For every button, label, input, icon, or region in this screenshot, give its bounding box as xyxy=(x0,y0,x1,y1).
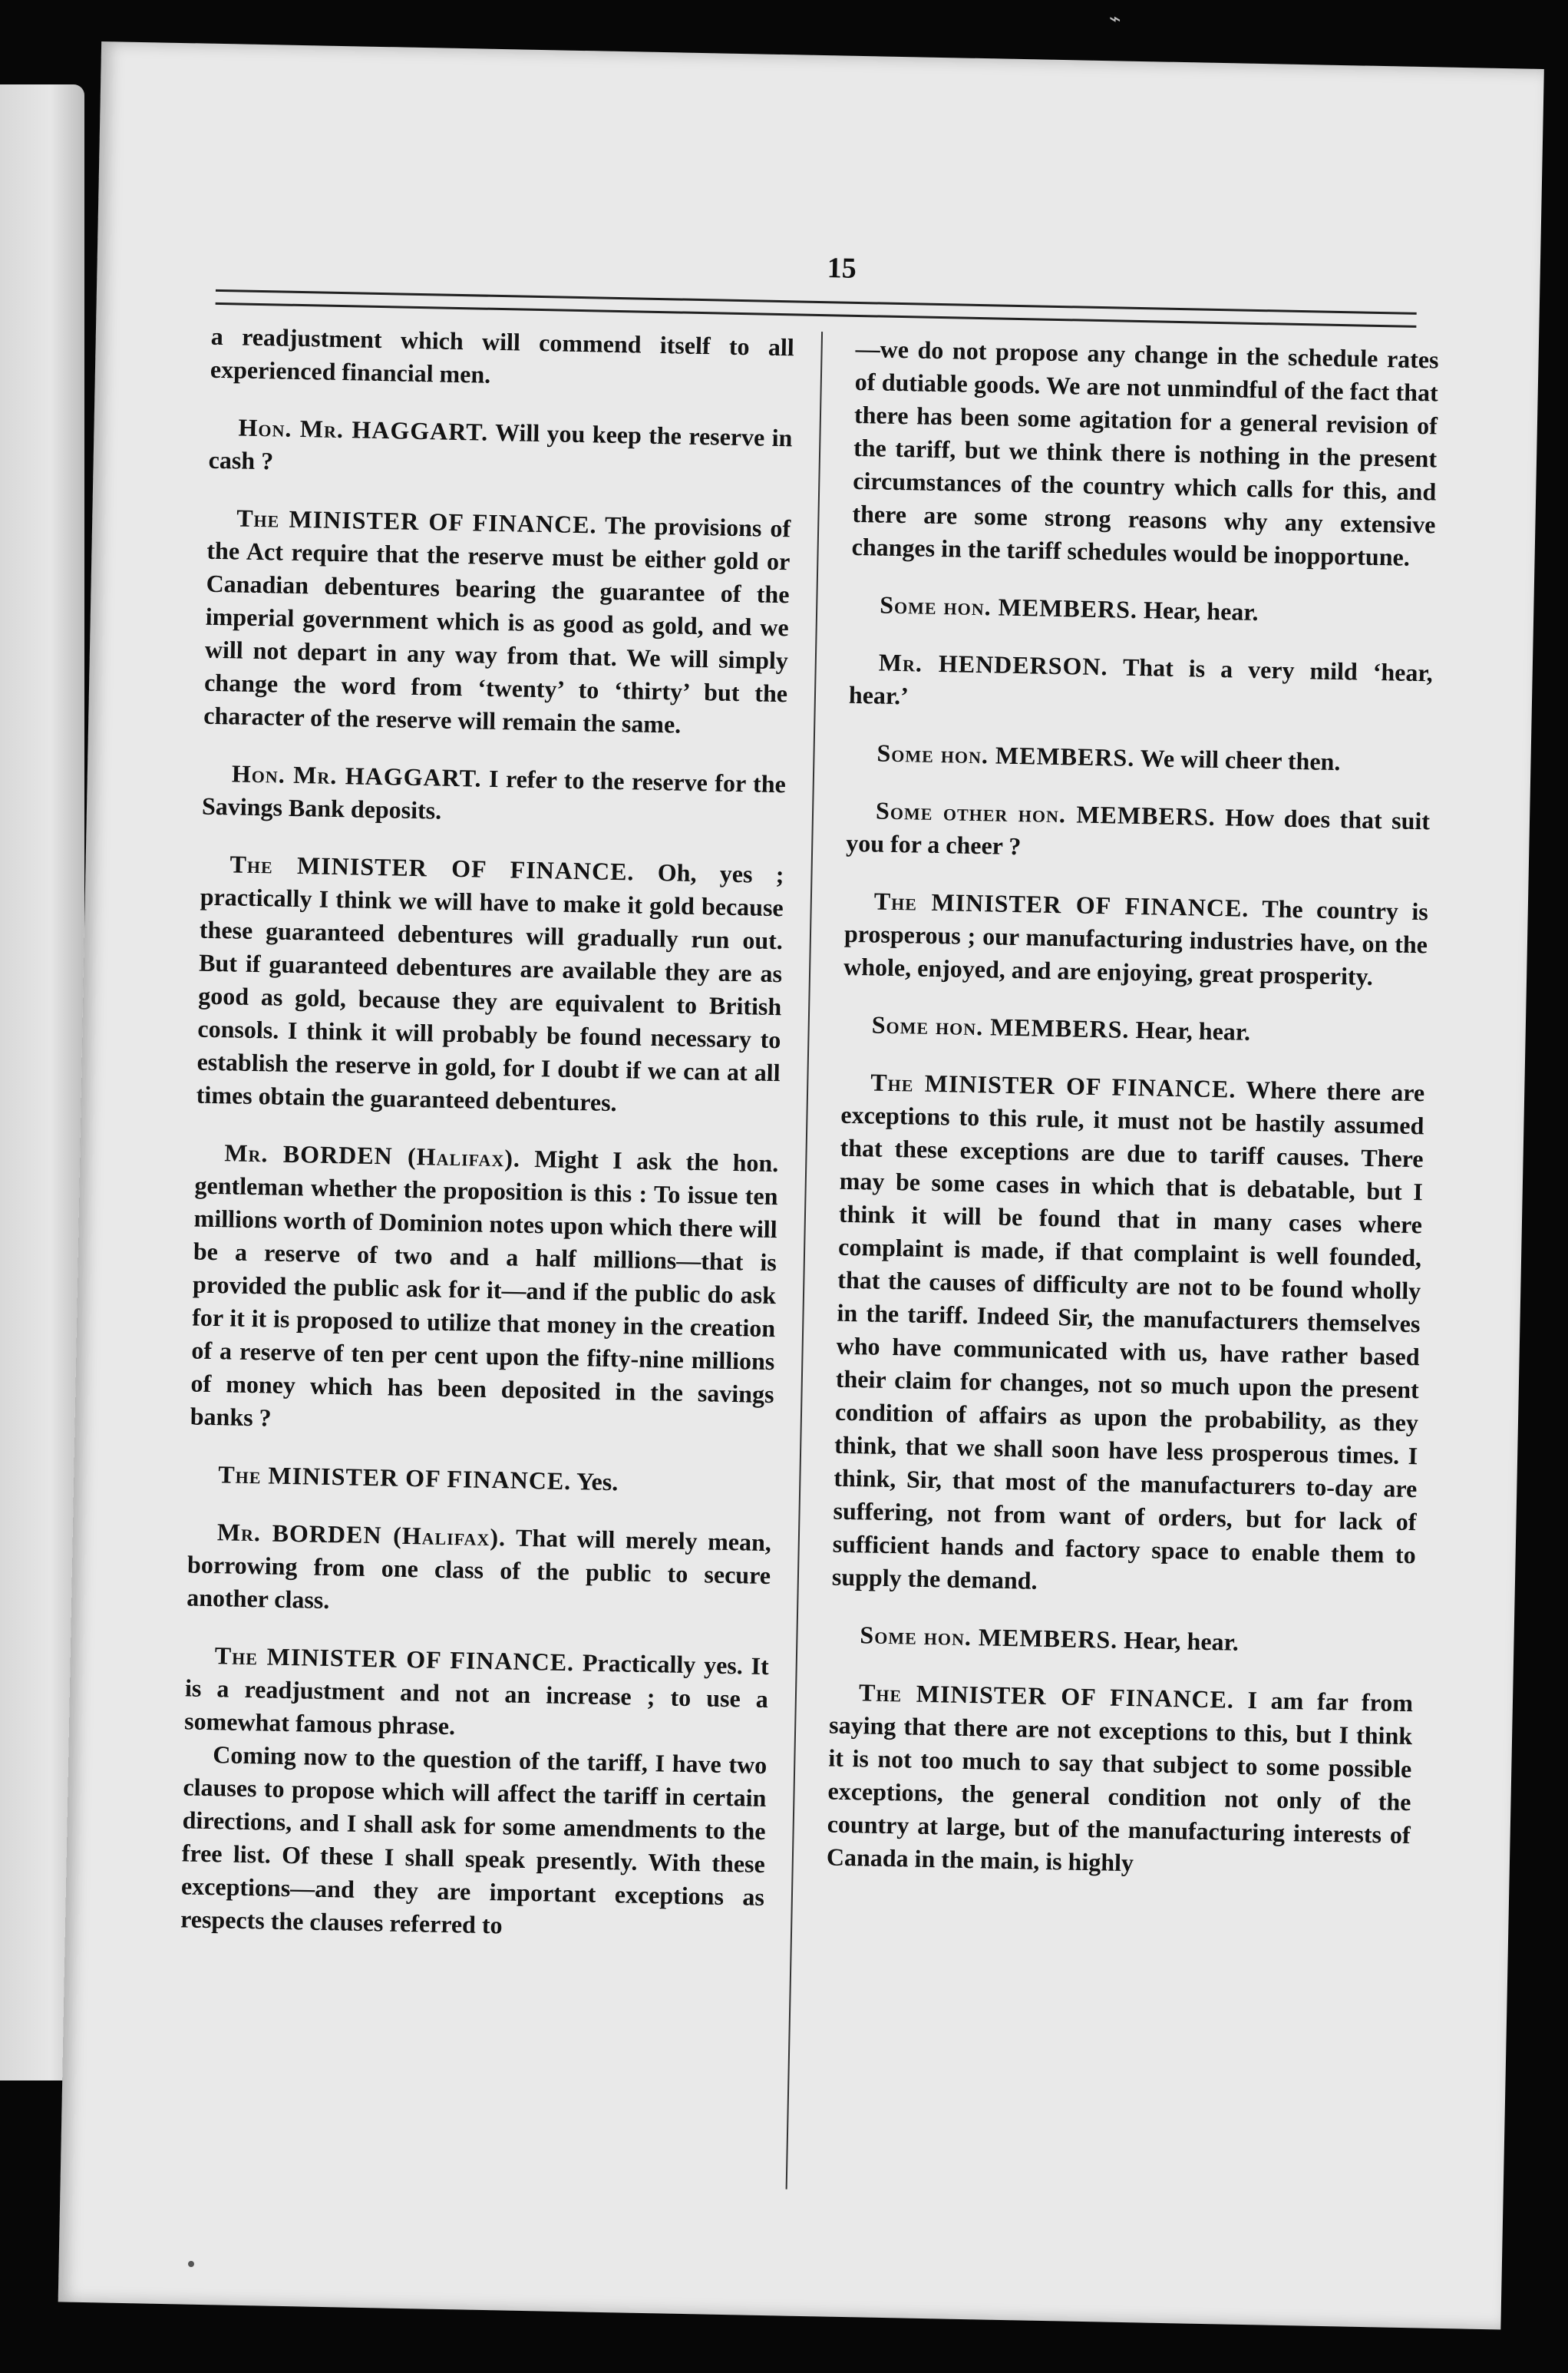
paragraph-text: Practically yes. It is a readjustment and not an increase ; to use a somewhat famous phrase. xyxy=(183,1648,770,1740)
speaker-name: Mr. HENDERSON. xyxy=(878,648,1108,681)
speaker-name: Mr. BORDEN (Halifax). xyxy=(216,1518,507,1552)
speaker-name: Some hon. MEMBERS. xyxy=(879,590,1138,624)
speaker-name: Some hon. MEMBERS. xyxy=(860,1621,1118,1654)
paragraph xyxy=(189,1457,773,1502)
page-number: 15 xyxy=(827,252,857,285)
paragraph-text: Hear, hear. xyxy=(1123,1625,1240,1656)
paragraph-text: Where there are exceptions to this rule, it must not be hastily assumed that these exceptions are due to tariff causes. There may be some cases in which that is debatable, but I think it will be found that in many cases where complaint is made, if that complaint is well founded, that the causes of difficulty are not to be found wholly in the tariff. Indeed Sir, the manufacturers themselves who have communicated with us, have rather based their claim for changes, not so much upon the present condition of affairs as upon the probability, as they think, that we shall soon have less prosperous times. I think, Sir, that most of the manufacturers to-day are suffering, not from want of orders, but for lack of sufficient hands and factory space to enable them to supply the demand. xyxy=(831,1075,1425,1595)
paragraph-text: Hear, hear. xyxy=(1143,596,1259,626)
speaker-name: The MINISTER OF FINANCE. xyxy=(873,887,1249,922)
speaker-name: Some hon. MEMBERS. xyxy=(871,1010,1130,1043)
paragraph xyxy=(827,1676,1414,1886)
book-page xyxy=(58,41,1544,2330)
paragraph xyxy=(180,1737,767,1947)
paragraph-text: —we do not propose any change in the schedule rates of dutiable goods. We are not unmindful of the fact that there has been some agitation for a general revision of the tariff, but we think there is nothing in the present circumstances of the country which calls for this, and there are some strong reasons why any extensive changes in the tariff schedules would be inopportune. xyxy=(851,334,1439,571)
speaker-name: The MINISTER OF FINANCE. xyxy=(218,1460,572,1496)
paragraph xyxy=(208,411,793,488)
paragraph-text: I am far from saying that there are not exceptions to this, but I think it is not too much to say that subject to some possible exceptions, the general condition not only of the country at large, but of the manufacturing interests of Canada in the main, is highly xyxy=(826,1686,1414,1877)
speaker-name: Some other hon. MEMBERS. xyxy=(875,796,1216,831)
speaker-name: The MINISTER OF FINANCE. xyxy=(236,504,597,539)
paragraph-text: a readjustment which will commend itself to all experienced financial men. xyxy=(210,322,795,388)
paragraph xyxy=(842,1008,1426,1053)
paragraph xyxy=(850,588,1434,633)
speaker-name: Hon. Mr. HAGGART. xyxy=(238,413,489,446)
paragraph-text: Coming now to the question of the tariff, I have two clauses to propose which will affect the tariff in certain directions, and I shall ask for some amendments to the free list. Of these I shall speak presently. With these exceptions—and they are important exceptions as respects the clauses referred to xyxy=(180,1740,767,1939)
paragraph-text: The provisions of the Act require that the reserve must be either gold or Canadian debentures bearing the guarantee of the imperial government which is as good as gold, and we will not depart in any way from that. We will simply change the word from ‘twenty’ to ‘thirty’ but the character of the reserve will remain the same. xyxy=(203,511,791,739)
paragraph xyxy=(187,1515,771,1625)
paragraph xyxy=(196,848,784,1123)
speaker-name: Hon. Mr. HAGGART. xyxy=(231,759,482,792)
scan-artifact-icon: ⌁ xyxy=(1109,8,1121,31)
speaker-name: The MINISTER OF FINANCE. xyxy=(858,1678,1235,1714)
speaker-name: Some hon. MEMBERS. xyxy=(876,739,1135,772)
paragraph xyxy=(210,320,795,398)
paragraph xyxy=(202,757,787,835)
paragraph-text: Oh, yes ; practically I think we will have to make it gold because these guaranteed debentures will gradually run out. But if guaranteed debentures are available they are as good as gold, because they are equivalent to British consols. I think it will probably be found necessary to establish the reserve in gold, for I doubt if we can at all times obtain the guaranteed debentures. xyxy=(196,858,784,1117)
right-text-column xyxy=(826,332,1439,1909)
speaker-name: The MINISTER OF FINANCE. xyxy=(870,1068,1236,1103)
paragraph-text: The country is prosperous ; our manufacturing industries have, on the whole, enjoyed, and are enjoying, great prosperity. xyxy=(843,894,1429,990)
paragraph xyxy=(846,794,1431,871)
header-double-rule xyxy=(216,289,1417,328)
speaker-name: The MINISTER OF FINANCE. xyxy=(214,1641,575,1677)
paragraph-text: We will cheer then. xyxy=(1140,744,1341,776)
paragraph xyxy=(203,501,791,744)
left-text-column xyxy=(180,320,794,1971)
paragraph xyxy=(190,1136,778,1445)
paragraph-text: How does that suit you for a cheer ? xyxy=(845,803,1431,861)
paragraph xyxy=(832,1066,1425,1605)
paragraph-text: Will you keep the reserve in cash ? xyxy=(208,418,793,475)
paragraph xyxy=(843,884,1428,995)
paragraph-text: That will merely mean, borrowing from one class of the public to secure another class. xyxy=(186,1523,772,1614)
dust-speck xyxy=(188,2261,194,2267)
paragraph-text: Hear, hear. xyxy=(1135,1016,1251,1046)
paragraph-text: Yes. xyxy=(576,1467,619,1496)
paragraph-text: I refer to the reserve for the Savings Bank deposits. xyxy=(201,764,787,825)
paragraph-text: That is a very mild ‘hear, hear.’ xyxy=(848,653,1434,710)
paragraph xyxy=(184,1638,769,1749)
speaker-name: Mr. BORDEN (Halifax). xyxy=(224,1139,521,1172)
speaker-name: The MINISTER OF FINANCE. xyxy=(229,850,635,886)
paragraph xyxy=(849,646,1434,723)
paragraph xyxy=(847,736,1431,781)
column-divider xyxy=(786,332,823,2190)
paragraph xyxy=(830,1618,1415,1663)
paragraph-text: Might I ask the hon. gentleman whether the proposition is this : To issue ten millions worth of Dominion notes upon which there will be a reserve of two and a half millions—that is provided the public ask for it—and if the public do ask for it it is proposed to utilize that money in the creation of a reserve of ten per cent upon the fifty-nine millions of money which has been deposited in the savings banks ? xyxy=(190,1145,779,1432)
paragraph xyxy=(851,332,1439,575)
